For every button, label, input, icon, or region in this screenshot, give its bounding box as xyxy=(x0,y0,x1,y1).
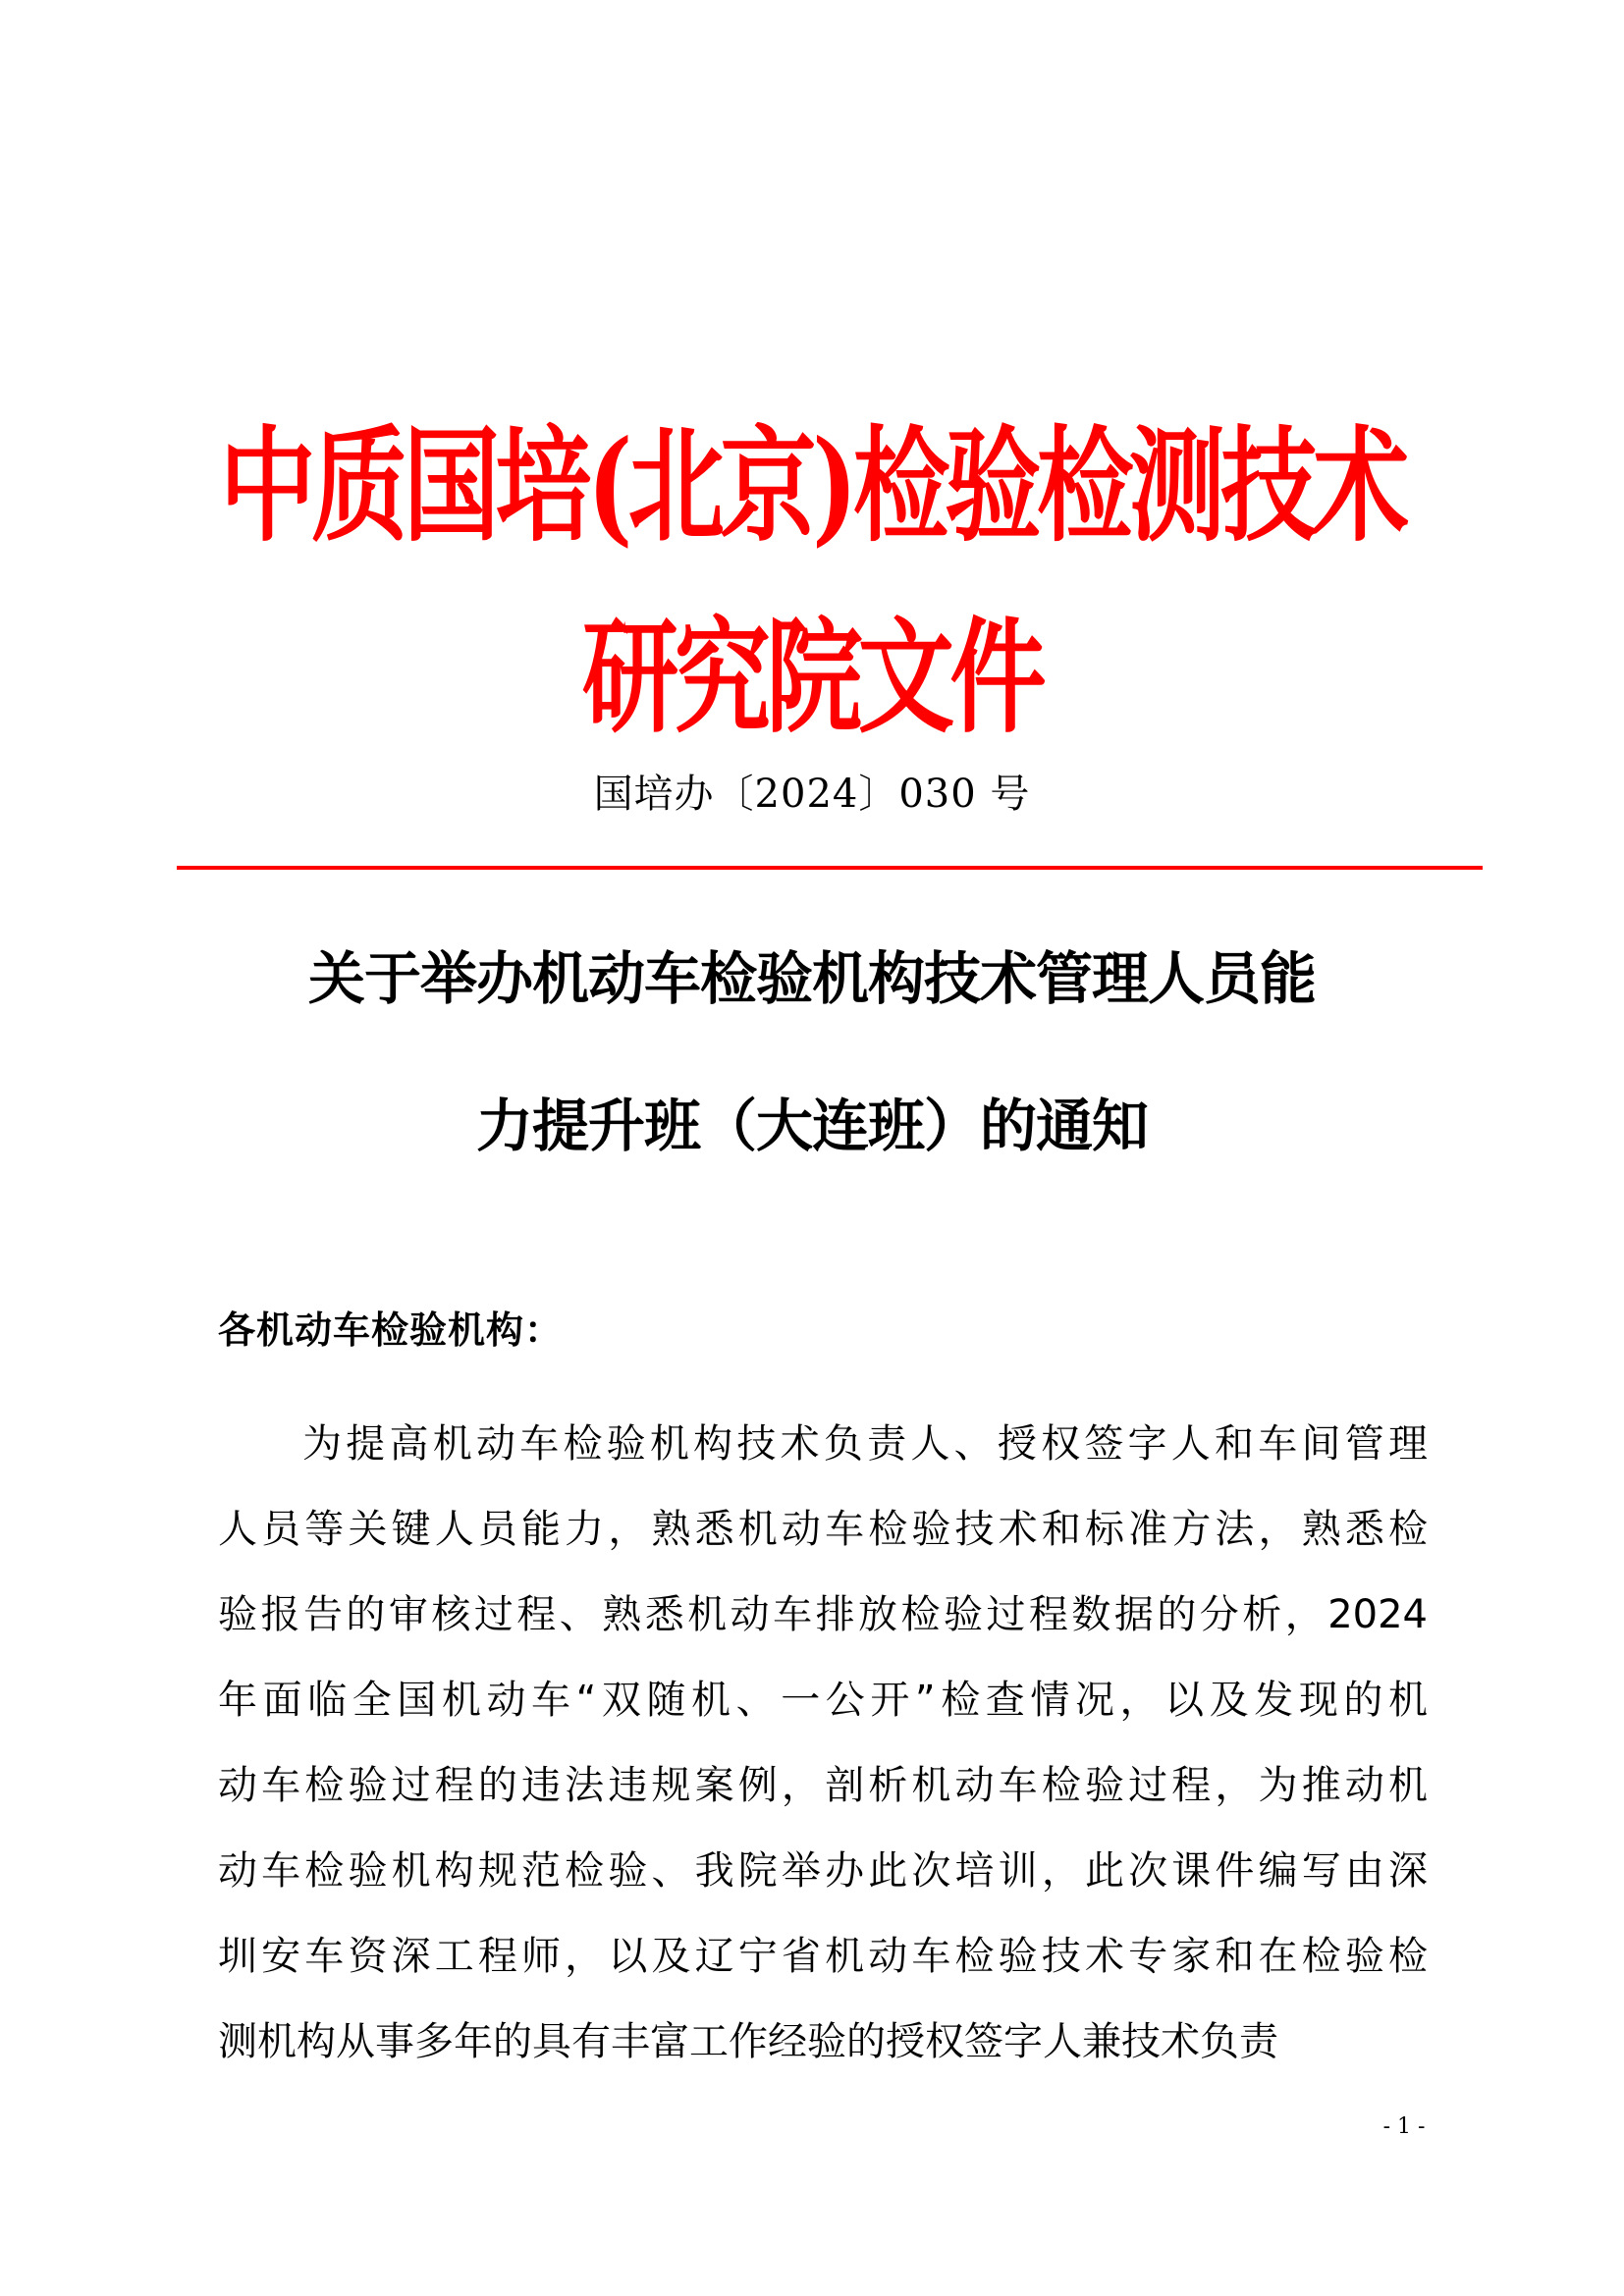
red-divider-line xyxy=(177,866,1483,870)
issuing-org-title-line2: 研究院文件 xyxy=(582,605,1042,750)
salutation: 各机动车检验机构： xyxy=(218,1308,564,1352)
body-paragraph xyxy=(218,1402,1428,2085)
body-line: 动车检验机构规范检验、我院举办此次培训，此次课件编写由深 xyxy=(218,1848,1428,1894)
body-line: 测机构从事多年的具有丰富工作经验的授权签字人兼技术负责 xyxy=(218,2019,1278,2064)
document-number: 国培办〔2024〕030 号 xyxy=(593,772,1031,817)
body-line: 动车检验过程的违法违规案例，剖析机动车检验过程，为推动机 xyxy=(218,1763,1428,1808)
body-line: 为提高机动车检验机构技术负责人、授权签字人和车间管理 xyxy=(302,1421,1428,1467)
notice-title-line2: 力提升班（大连班）的通知 xyxy=(475,1093,1148,1159)
issuing-org-title-line1: 中质国培(北京)检验检测技术 xyxy=(219,413,1405,559)
body-line: 验报告的审核过程、熟悉机动车排放检验过程数据的分析，2024 xyxy=(218,1592,1428,1637)
notice-title-line1: 关于举办机动车检验机构技术管理人员能 xyxy=(307,945,1316,1012)
body-line: 圳安车资深工程师，以及辽宁省机动车检验技术专家和在检验检 xyxy=(218,1934,1428,1979)
body-line: 人员等关键人员能力，熟悉机动车检验技术和标准方法，熟悉检 xyxy=(218,1507,1428,1552)
page-number: - 1 - xyxy=(1382,2114,1426,2139)
body-line: 年面临全国机动车“双随机、一公开”检查情况，以及发现的机 xyxy=(218,1678,1428,1723)
